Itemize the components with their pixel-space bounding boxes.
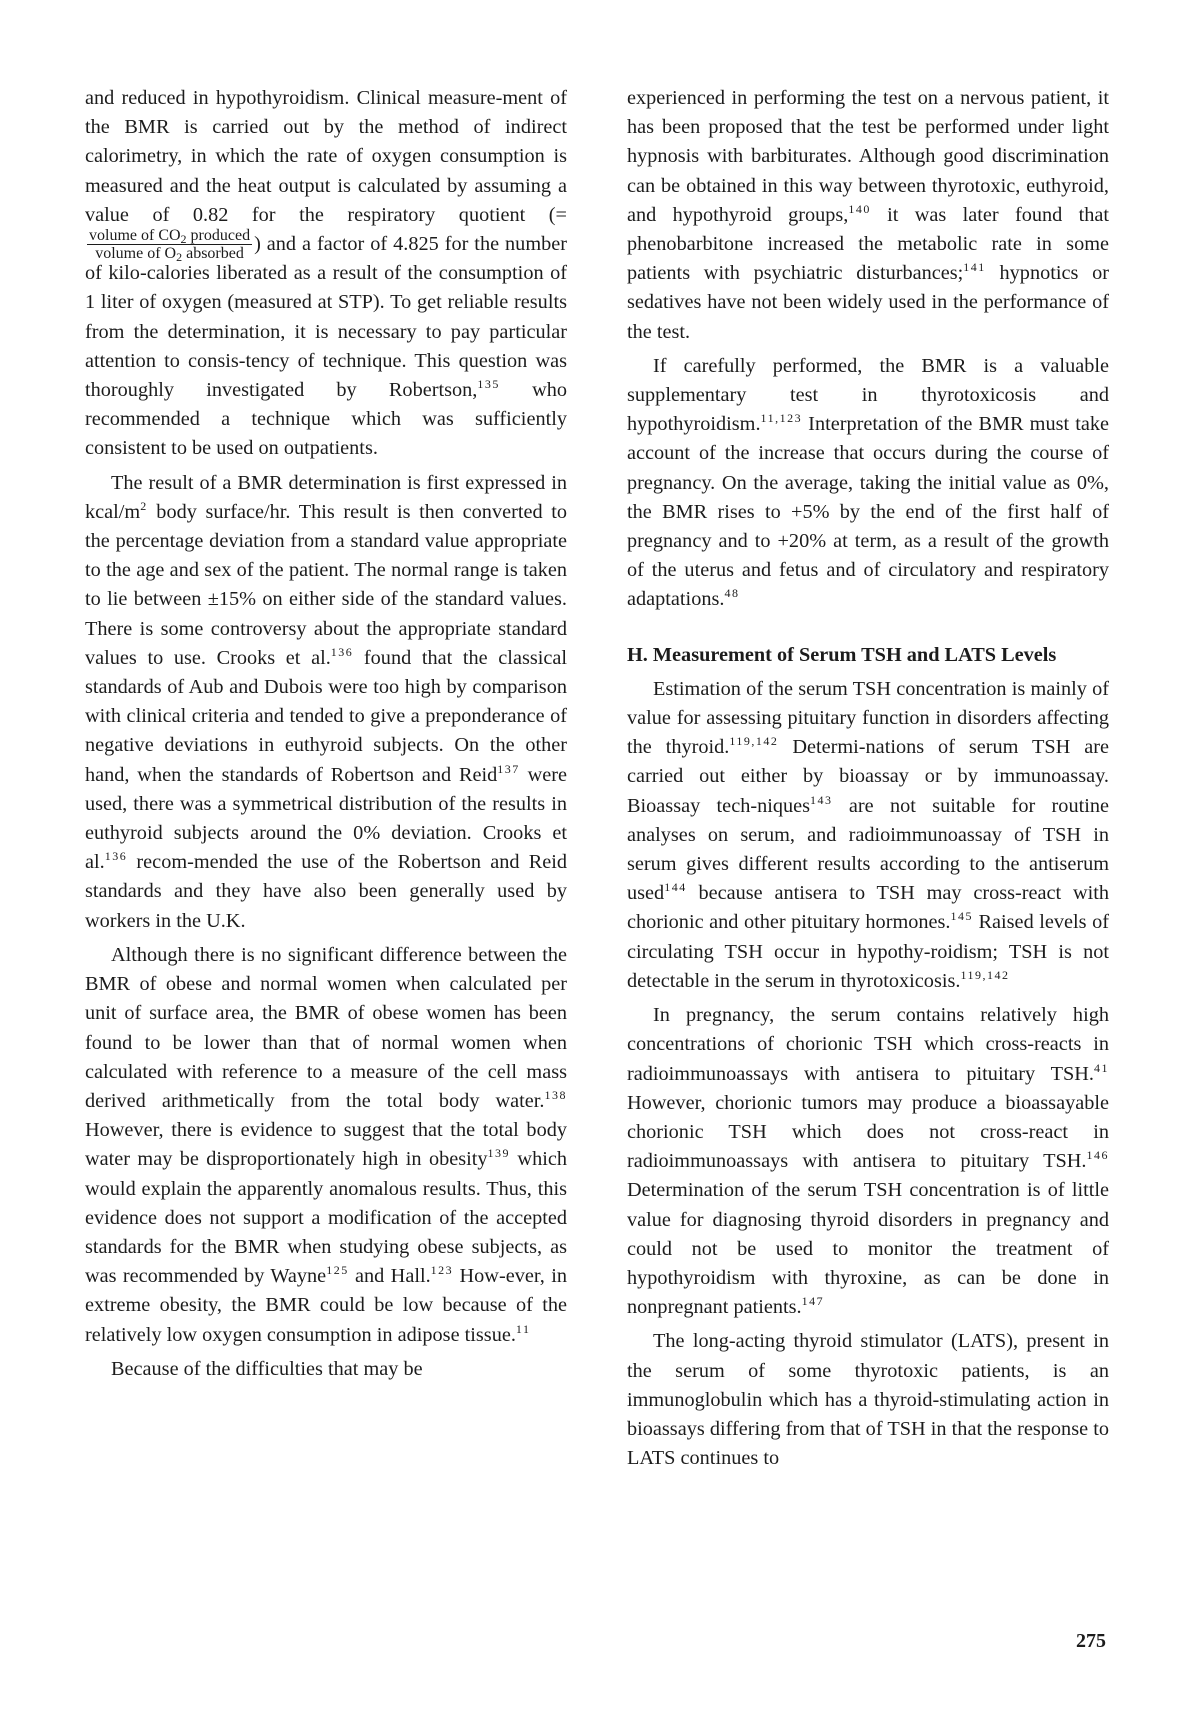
citation-ref: 125 — [326, 1263, 349, 1278]
citation-ref: 119,142 — [960, 967, 1010, 982]
paragraph: In pregnancy, the serum contains relatively high concentrations of chorionic TSH which cross-reacts in radioimmunoassays with antisera to pituitary TSH.$^{41}$ However, chorionic tumors may produce a bioassayable chorionic TSH which does not cross-react in radioimmunoassays with antisera to pituitary TSH.$^{146}$ Determination of the serum TSH concentration is of little value for diagnosing thyroid disorders in pregnancy and could not be used to monitor the treatment of hypothyroidism with thyroxine, as can be done in nonpregnant patients.$^{147}$ — [627, 1004, 1109, 1319]
left-column — [85, 84, 567, 1384]
citation-ref: 143 — [810, 792, 833, 807]
citation-ref: 119,142 — [729, 734, 779, 749]
citation-ref: 144 — [664, 880, 687, 895]
paragraph: Because of the difficulties that may be — [111, 1357, 423, 1380]
fraction-numerator: volume of $CO_2$ produced — [89, 226, 251, 246]
citation-ref: 140 — [848, 201, 871, 216]
citation-ref: 135 — [477, 377, 500, 392]
page-number: 275 — [1076, 1630, 1106, 1652]
citation-ref: 146 — [1086, 1148, 1109, 1163]
paragraph: Although there is no significant difference between the BMR of obese and normal women when calculated per unit of surface area, the BMR of obese women has been found to be lower than that of normal women when calculated with reference to a measure of the cell mass derived arithmetically from the total body water.$^{138}$ However, there is evidence to suggest that the total body water may be disproportionately high in obesity$^{139}$ which would explain the apparently anomalous results. Thus, this evidence does not support a modification of the accepted standards for the BMR when studying obese subjects, as was recommended by Wayne$^{125}$ and Hall.$^{123}$ How-ever, in extreme obesity, the BMR could be low because of the relatively low oxygen consumption in adipose tissue.$^{11}$ — [85, 943, 567, 1346]
citation-ref: 145 — [950, 909, 973, 924]
citation-ref: 138 — [544, 1087, 567, 1102]
paragraph: Estimation of the serum TSH concentration is mainly of value for assessing pituitary function in disorders affecting the thyroid.$^{119,142}$ Determi-nations of serum TSH are carried out either by bioassay or by immunoassay. Bioassay tech-niques$^{143}$ are not suitable for routine analyses on serum, and radioimmunoassay of TSH in serum gives different results according to the antiserum used$^{144}$ because antisera to TSH may cross-react with chorionic and other pituitary hormones.$^{145}$ Raised levels of circulating TSH occur in hypothy-roidism; TSH is not detectable in the serum in thyrotoxicosis.$^{119,142}$ — [627, 677, 1109, 992]
section-heading: H. Measurement of Serum TSH and LATS Levels — [627, 643, 1057, 666]
superscript: 2 — [140, 498, 148, 513]
citation-ref: 141 — [963, 260, 986, 275]
paragraph: and reduced in hypothyroidism. Clinical measure-ment of the BMR is carried out by the method of indirect calorimetry, in which the rate of oxygen consumption is measured and the heat output is calculated by assuming a value of 0.82 for the respiratory quotient (= $\frac{volume of CO_2 produced}{volume of O_2 absorbed}$ ) and a factor of 4.825 for the number of kilo-calories liberated as a result of the consumption of 1 liter of oxygen (measured at STP). To get reliable results from the determination, it is necessary to pay particular attention to consis-tency of technique. This question was thoroughly investigated by Robertson,$^{135}$ who recommended a technique which was sufficiently consistent to be used on outpatients. — [85, 87, 567, 460]
citation-ref: 123 — [430, 1263, 454, 1278]
right-column — [627, 84, 1109, 1473]
citation-ref: 139 — [487, 1146, 511, 1161]
paragraph: experienced in performing the test on a nervous patient, it has been proposed that the test be performed under light hypnosis with barbiturates. Although good discrimination can be obtained in this way between thyrotoxic, euthyroid, and hypothyroid groups,$^{140}$ it was later found that phenobarbitone increased the metabolic rate in some patients with psychiatric disturbances;$^{141}$ hypnotics or sedatives have not been widely used in the performance of the test. — [627, 87, 1109, 343]
citation-ref: 48 — [724, 586, 740, 601]
citation-ref: 136 — [104, 849, 128, 864]
citation-ref: 147 — [801, 1294, 825, 1309]
paragraph: If carefully performed, the BMR is a valuable supplementary test in thyrotoxicosis and hypothyroidism.$^{11,123}$ Interpretation of the BMR must take account of the increase that occurs during the course of pregnancy. On the average, taking the initial value as 0%, the BMR rises to +5% by the end of the first half of pregnancy and to +20% at term, as a result of the growth of the uterus and fetus and of circulatory and respiratory adaptations.$^{48}$ — [627, 354, 1109, 611]
citation-ref: 11 — [515, 1321, 531, 1336]
citation-ref: 41 — [1094, 1060, 1109, 1075]
citation-ref: 137 — [497, 761, 520, 776]
respiratory-quotient-fraction — [87, 226, 252, 264]
citation-ref: 136 — [330, 644, 354, 659]
citation-ref: 11,123 — [760, 411, 803, 426]
fraction-denominator: volume of $O_2$ absorbed — [95, 244, 244, 264]
paragraph: The long-acting thyroid stimulator (LATS), present in the serum of some thyrotoxic patients, is an immunoglobulin which has a thyroid-stimulating action in bioassays differing from that of TSH in that the response to LATS continues to — [627, 1330, 1109, 1470]
paragraph: The result of a BMR determination is first expressed in kcal/$m^2$ body surface/hr. This result is then converted to the percentage deviation from a standard value appropriate to the age and sex of the patient. The normal range is taken to lie between ±15% on either side of the standard values. There is some controversy about the appropriate standard values to use. Crooks et al.$^{136}$ found that the classical standards of Aub and Dubois were too high by comparison with clinical criteria and tended to give a preponderance of negative deviations in euthyroid subjects. On the other hand, when the standards of Robertson and Reid$^{137}$ were used, there was a symmetrical distribution of the results in euthyroid subjects around the 0% deviation. Crooks et al.$^{136}$ recom-mended the use of the Robertson and Reid standards and they have also been generally used by workers in the U.K. — [85, 471, 568, 932]
